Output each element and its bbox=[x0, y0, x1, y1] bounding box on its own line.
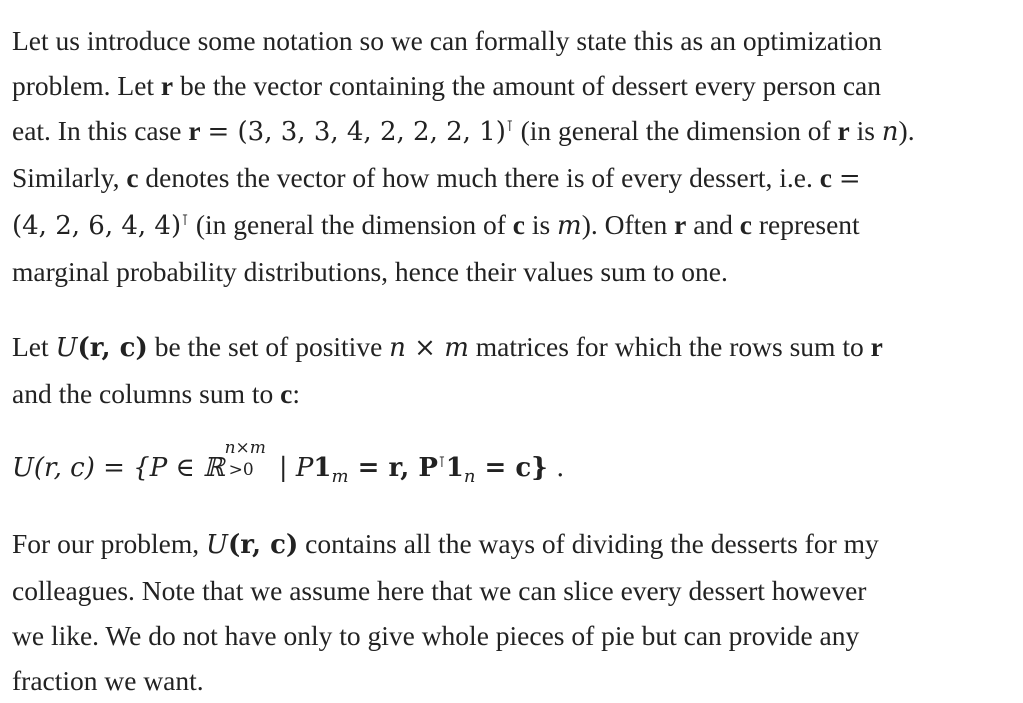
math-r: r bbox=[837, 115, 850, 146]
paragraph-interpretation: For our problem, U(r, c) contains all the ways of dividing the desserts for my colleagues. Note that we assume here that we can slice every dessert however we like. We do not have only to give whole pieces of pie but can provide any fraction we want. bbox=[12, 528, 879, 696]
equation-mid: | P bbox=[270, 453, 314, 483]
math-U: U bbox=[206, 530, 228, 560]
math-c: c bbox=[126, 162, 139, 193]
math-transpose: ⊺ bbox=[437, 453, 446, 471]
math-transpose: ⊺ bbox=[505, 119, 514, 135]
math-r: r bbox=[188, 115, 201, 146]
equation-sub-m: m bbox=[331, 466, 349, 487]
math-c: c bbox=[819, 162, 832, 193]
equation-lhs: U(r, c) = {P ∈ ℝ bbox=[12, 453, 225, 483]
equation-ones: 1 bbox=[313, 453, 332, 483]
math-r: r bbox=[160, 70, 174, 101]
math-args: (r, c) bbox=[77, 333, 148, 363]
paragraph-notation: Let us introduce some notation so we can formally state this as an optimization problem. Let r be the vector containing the amount of dessert every person can eat. In this case r = (3, 3, 3, 4, 2, 2, 2, 1)⊺ (in general the dimension of r is n). Similarly, c denotes the vector of how much there is of every dessert, i.e. c = (4, 2, 6, 4, 4)⊺ (in general the dimension of c is m). Often r and c represent marginal probability distributions, hence their values sum to one. bbox=[12, 25, 915, 287]
paragraph-definition: Let U(r, c) be the set of positive n × m matrices for which the rows sum to r and the columns sum to c: bbox=[12, 331, 883, 409]
document-body bbox=[12, 18, 1012, 703]
math-dims: n × m bbox=[389, 333, 469, 363]
text-line: fraction we want. bbox=[12, 665, 204, 696]
text-line: marginal probability distributions, hence their values sum to one. bbox=[12, 256, 728, 287]
equation-transport-polytope bbox=[12, 438, 1012, 491]
equation-eq-r: = r, P bbox=[348, 453, 438, 483]
equation-eq-c: = c} bbox=[475, 453, 548, 483]
equation-period: . bbox=[556, 453, 565, 483]
paragraph-gap bbox=[12, 294, 1012, 324]
math-c: c bbox=[739, 209, 753, 240]
math-c-vector: (4, 2, 6, 4, 4) bbox=[12, 211, 182, 241]
math-m: m bbox=[557, 211, 582, 241]
math-equals: = bbox=[838, 164, 861, 194]
paragraph-gap bbox=[12, 416, 1012, 446]
math-r: r bbox=[870, 331, 883, 362]
equation-sub: >0 bbox=[228, 460, 254, 480]
paragraph-gap bbox=[12, 491, 1012, 521]
text-line: we like. We do not have only to give whole pieces of pie but can provide any bbox=[12, 620, 860, 651]
math-c: c bbox=[280, 378, 293, 409]
text-line: colleagues. Note that we assume here that we can slice every dessert however bbox=[12, 575, 867, 606]
equation-sup: n×m bbox=[224, 438, 266, 458]
equation-ones: 1 bbox=[445, 453, 464, 483]
math-U: U bbox=[55, 333, 78, 363]
math-c: c bbox=[512, 209, 525, 240]
math-args: (r, c) bbox=[227, 530, 299, 560]
text-line: Let us introduce some notation so we can formally state this as an optimization bbox=[12, 25, 882, 56]
math-r-vector: = (3, 3, 3, 4, 2, 2, 2, 1) bbox=[207, 117, 506, 147]
math-n: n bbox=[881, 117, 899, 147]
equation-sub-n: n bbox=[463, 466, 476, 487]
math-r: r bbox=[674, 209, 687, 240]
math-transpose: ⊺ bbox=[181, 213, 189, 229]
equation-reals-exponent bbox=[224, 438, 271, 480]
